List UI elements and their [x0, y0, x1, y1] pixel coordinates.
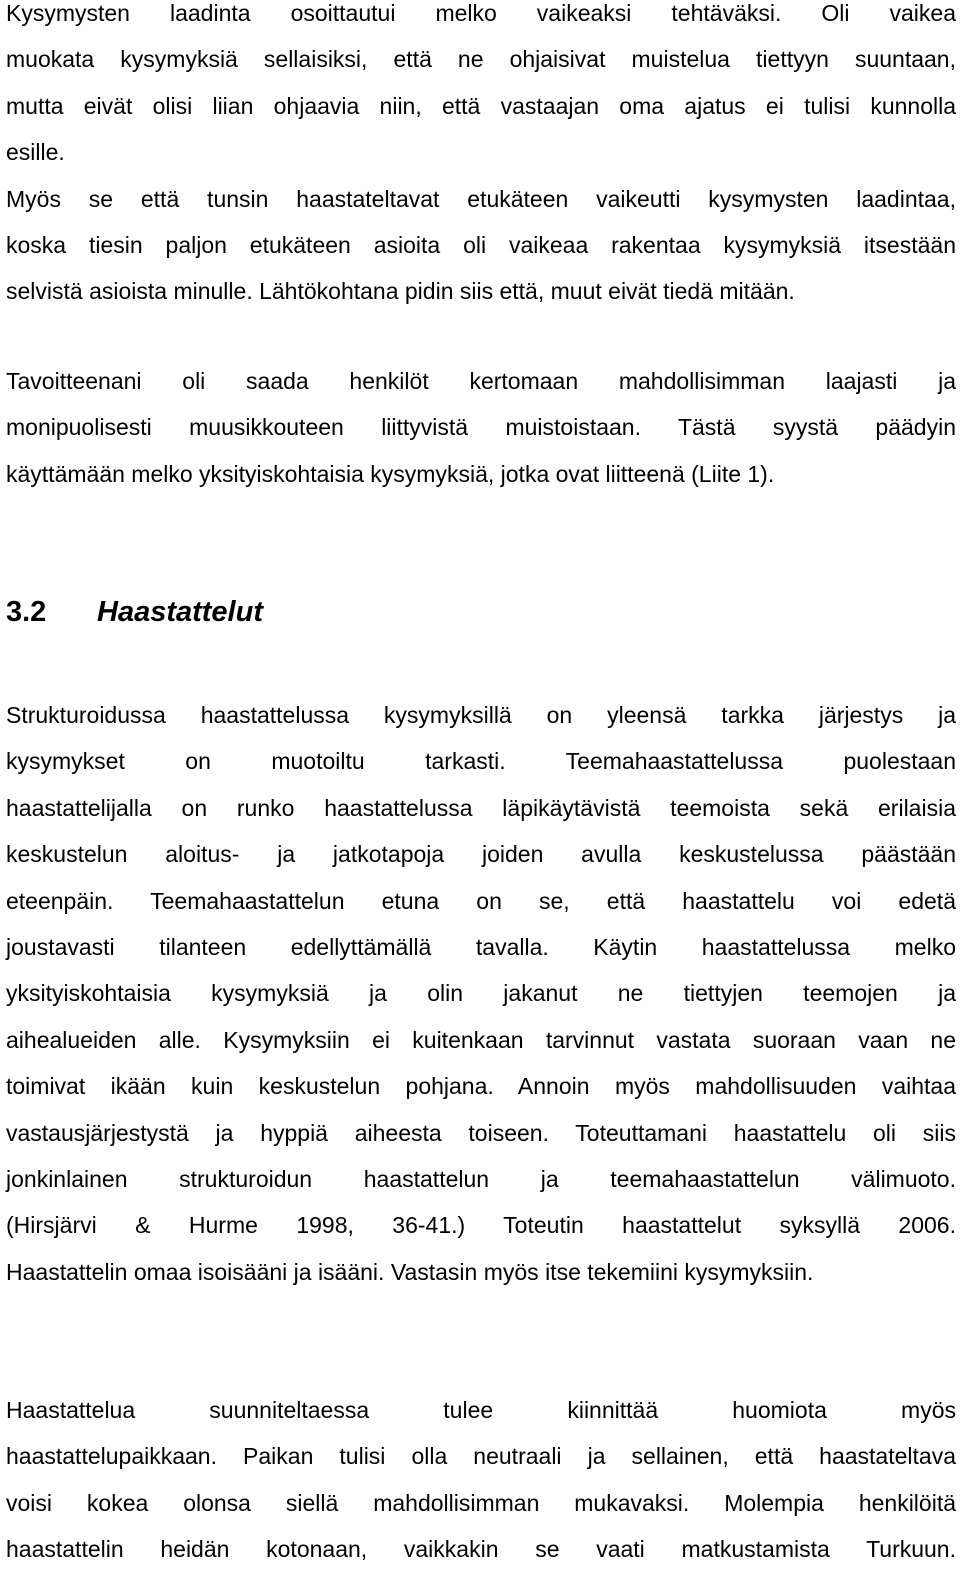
text-line: Myös se että tunsin haastateltavat etukäteen vaikeutti kysymysten laadintaa,: [6, 185, 956, 212]
paragraph-question-design: [6, 0, 956, 315]
section-number: 3.2: [6, 596, 47, 628]
text-line: selvistä asioista minulle. Lähtökohtana pidin siis että, muut eivät tiedä mitään.: [6, 278, 795, 305]
text-line: kysymykset on muotoiltu tarkasti. Teemahaastattelussa puolestaan: [6, 748, 956, 775]
text-line: Haastattelua suunniteltaessa tulee kiinnittää huomiota myös: [6, 1397, 956, 1423]
text-line: mutta eivät olisi liian ohjaavia niin, että vastaajan oma ajatus ei tulisi kunnolla: [6, 92, 956, 119]
text-line: (Hirsjärvi & Hurme 1998, 36-41.) Toteutin haastattelut syksyllä 2006.: [6, 1212, 956, 1239]
text-line: jonkinlainen strukturoidun haastattelun ja teemahaastattelun välimuoto.: [6, 1165, 956, 1192]
text-line: koska tiesin paljon etukäteen asioita oli vaikeaa rakentaa kysymyksiä itsestään: [6, 231, 956, 258]
section-title: Haastattelut: [97, 596, 263, 628]
paragraph-interview-location: [6, 1387, 956, 1573]
text-line: voisi kokea olonsa siellä mahdollisimman mukavaksi. Molempia henkilöitä: [6, 1489, 956, 1516]
text-line: Strukturoidussa haastattelussa kysymyksillä on yleensä tarkka järjestys ja: [6, 702, 956, 728]
text-line: käyttämään melko yksityiskohtaisia kysymyksiä, jotka ovat liitteenä (Liite 1).: [6, 460, 775, 487]
text-line: aihealueiden alle. Kysymyksiin ei kuitenkaan tarvinnut vastata suoraan vaan ne: [6, 1026, 956, 1053]
text-line: toimivat ikään kuin keskustelun pohjana. Annoin myös mahdollisuuden vaihtaa: [6, 1073, 956, 1100]
paragraph-goals: [6, 358, 956, 497]
text-line: keskustelun aloitus- ja jatkotapoja joiden avulla keskustelussa päästään: [6, 841, 956, 868]
text-line: eteenpäin. Teemahaastattelun etuna on se, että haastattelu voi edetä: [6, 887, 956, 914]
text-line: haastattelijalla on runko haastattelussa läpikäytävistä teemoista sekä erilaisia: [6, 794, 956, 821]
text-line: yksityiskohtaisia kysymyksiä ja olin jakanut ne tiettyjen teemojen ja: [6, 980, 956, 1007]
text-line: Haastattelin omaa isoisääni ja isääni. Vastasin myös itse tekemiini kysymyksiin.: [6, 1258, 814, 1285]
text-line: esille.: [6, 139, 65, 166]
section-heading: [6, 588, 956, 638]
text-line: haastattelin heidän kotonaan, vaikkakin se vaati matkustamista Turkuun.: [6, 1536, 956, 1563]
text-line: Kysymysten laadinta osoittautui melko vaikeaksi tehtäväksi. Oli vaikea: [6, 0, 956, 26]
text-line: muokata kysymyksiä sellaisiksi, että ne ohjaisivat muistelua tiettyyn suuntaan,: [6, 46, 956, 73]
text-line: monipuolisesti muusikkouteen liittyvistä muistoistaan. Tästä syystä päädyin: [6, 414, 956, 441]
text-line: haastattelupaikkaan. Paikan tulisi olla neutraali ja sellainen, että haastateltava: [6, 1443, 956, 1470]
text-line: vastausjärjestystä ja hyppiä aiheesta toiseen. Toteuttamani haastattelu oli siis: [6, 1119, 956, 1146]
text-line: Tavoitteenani oli saada henkilöt kertomaan mahdollisimman laajasti ja: [6, 368, 956, 394]
paragraph-interview-types: [6, 692, 956, 1295]
text-line: joustavasti tilanteen edellyttämällä tavalla. Käytin haastattelussa melko: [6, 933, 956, 960]
